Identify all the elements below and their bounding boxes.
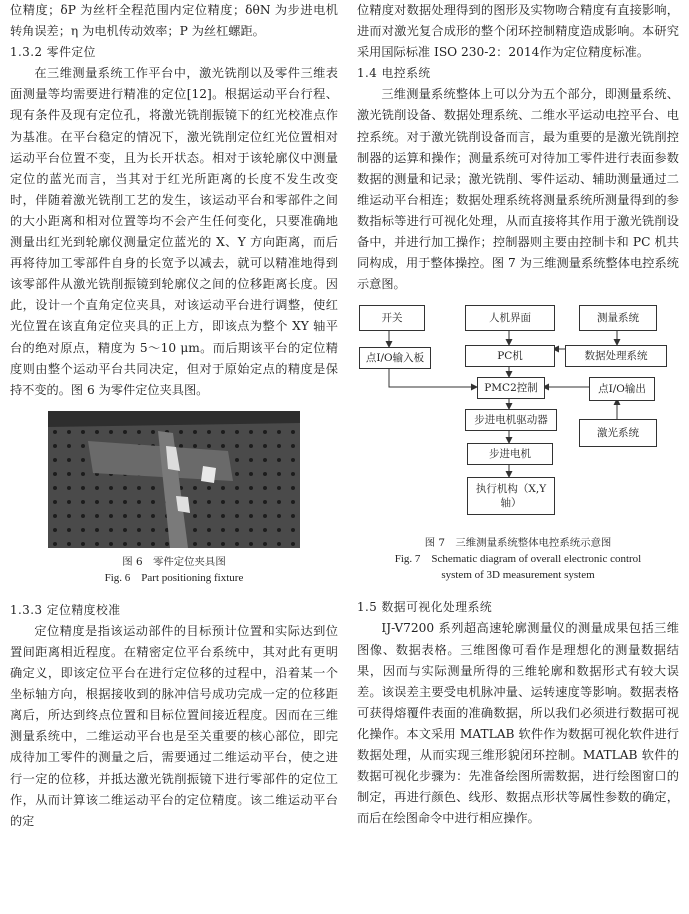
section-1-3-2-paragraph: 在三维测量系统工作平台中，激光铣削以及零件三维表面测量等均需要进行精准的定位[12]。根据运动平台行程、现有条件及现有定位孔，将激光铣削振镜下的红光校准点作为基准。在平台稳定的情况下，激光铣削定位红光位置相对运动平台位置不变，且为长开状态。相对于该轮廓仪中测量定位的蓝光而言，当其对于红光所距离的长度不发生改变时，伴随着激光铣削工艺的发生，该运动平台和零部件之间的大小距离和相对位置等均不会产生任何变化，只要准确地测量出红光到轮廓仪测量定位蓝光的 X、Y 方向距离，而后再将待加工零部件自身的长宽予以减去，就可以精准地得到该零部件从激光铣削振镜到轮廓仪之间的位移距离长度。因此，设计一个直角定位夹具，对该运动平台进行调整，使红光位置在该直角定位夹具的正上方，即该点为整个 XY 轴平台的绝对原点，精度为 5～10 μm。而后期该平台的定位精度则由整个运动平台共同决定，但对于原始定点的精度是保持不变的。图 6 为零件定位夹具图。: [10, 66, 338, 397]
box-switch: 开关: [359, 305, 425, 331]
box-laser-system: 激光系统: [579, 419, 657, 447]
actuator-line-2: 轴）: [500, 497, 522, 510]
box-pmc2-control: PMC2控制: [477, 377, 545, 399]
section-1-4-paragraph: 三维测量系统整体上可以分为五个部分，即测量系统、激光铣削设备、数据处理系统、二维水平运动电控平台、电控系统。对于激光铣削设备而言，最为重要的是激光铣削控制器的运算和操作；测量系统可对待加工零件进行表面参数数据的测量和记录；激光铣削、零件运动、辅助测量通过二维运动平台相连；数据处理系统将测量系统所测量得到的参数指标等进行可视化处理，从而直接将其作用于激光铣削设备中，并进行加工操作；控制器则主要由控制卡和 PC 机共同构成，用于整体操控。图 7 为三维测量系统整体电控系统示意图。: [357, 87, 679, 292]
box-data-processing: 数据处理系统: [565, 345, 667, 367]
fig7-caption-en-2: system of 3D measurement system: [441, 569, 595, 582]
fig6-caption-cn: 图 6 零件定位夹具图: [122, 555, 226, 568]
section-1-5-heading: 1.5 数据可视化处理系统: [357, 600, 493, 615]
left-column: [10, 0, 338, 832]
section-1-3-3-heading: 1.3.3 定位精度校准: [10, 602, 121, 617]
section-1-4-heading: 1.4 电控系统: [357, 66, 431, 81]
fig7-caption-en-1: Fig. 7 Schematic diagram of overall electronic control: [394, 553, 642, 566]
box-measure-system: 测量系统: [579, 305, 657, 331]
box-pc: PC机: [465, 345, 555, 367]
left-top-paragraph: 位精度；δP 为丝杆全程范围内定位精度；δθN 为步进电机转角误差；η 为电机传动效率；P 为丝杠螺距。: [10, 3, 338, 39]
section-1-5-paragraph: IJ-V7200 系列超高速轮廓测量仪的测量成果包括三维图像、数据表格。三维图像可看作是理想化的测量数据结果，因而与实际测量所得的三维轮廓和数据形式有较大误差。该误差主要受电机脉冲量、运转速度等影响。数据表格可获得熔覆件表面的准确数据，所以我们必须进行数据可视化操作。本文采用 MATLAB 软件作为数据可视化软件进行数据处理，从而实现三维形貌闭环控制。MATLAB 软件的数据可视化步骤为：先准备绘图所需数据，进行绘图窗口的制定，再进行颜色、线形、数据点形状等属性参数的确定，而后在绘图命令中进行相应操作。: [357, 621, 679, 826]
fig6-fixture-photo: [48, 411, 300, 548]
fig6-caption-en: Fig. 6 Part positioning fixture: [104, 571, 244, 584]
fixture-photo-drawing: [48, 411, 300, 548]
actuator-line-1: 执行机构（X,Y: [475, 483, 547, 496]
section-1-3-2-heading: 1.3.2 零件定位: [10, 45, 96, 60]
box-actuator: [467, 477, 555, 515]
section-1-3-3-paragraph: 定位精度是指该运动部件的目标预计位置和实际达到位置间距离相近程度。在精密定位平台系统中，其对此有更明确定义，即该定位平台在进行定位移的过程中，沿着某一个坐标轴方向，根据接收到的脉冲信号成功完成一定的位移距离后，所达到终点位置和目标位置间接近程度。因而在三维测量系统中，二维运动平台也是至关重要的核心部位，即完成待加工零件的测量之后，需要通过二维运动平台，使之进行一定的位移，并抵达激光铣削振镜下进行零部件的定位工作，从而计算该二维运动平台的定位精度。该二维运动平台的定: [10, 623, 338, 828]
fig7-control-diagram: [357, 299, 679, 529]
box-io-input: 点I/O输入板: [359, 347, 431, 369]
box-stepper-driver: 步进电机驱动器: [465, 409, 557, 431]
right-top-paragraph: 位精度对数据处理得到的图形及实物吻合精度有直接影响，进而对激光复合成形的整个闭环控制精度造成影响。本研究采用国际标准 ISO 230-2：2014作为定位精度标准。: [357, 3, 679, 60]
fig7-caption-cn: 图 7 三维测量系统整体电控系统示意图: [424, 537, 612, 550]
box-stepper-motor: 步进电机: [467, 443, 553, 465]
box-io-output: 点I/O输出: [589, 377, 655, 401]
right-column: [357, 0, 679, 829]
box-hmi: 人机界面: [465, 305, 555, 331]
